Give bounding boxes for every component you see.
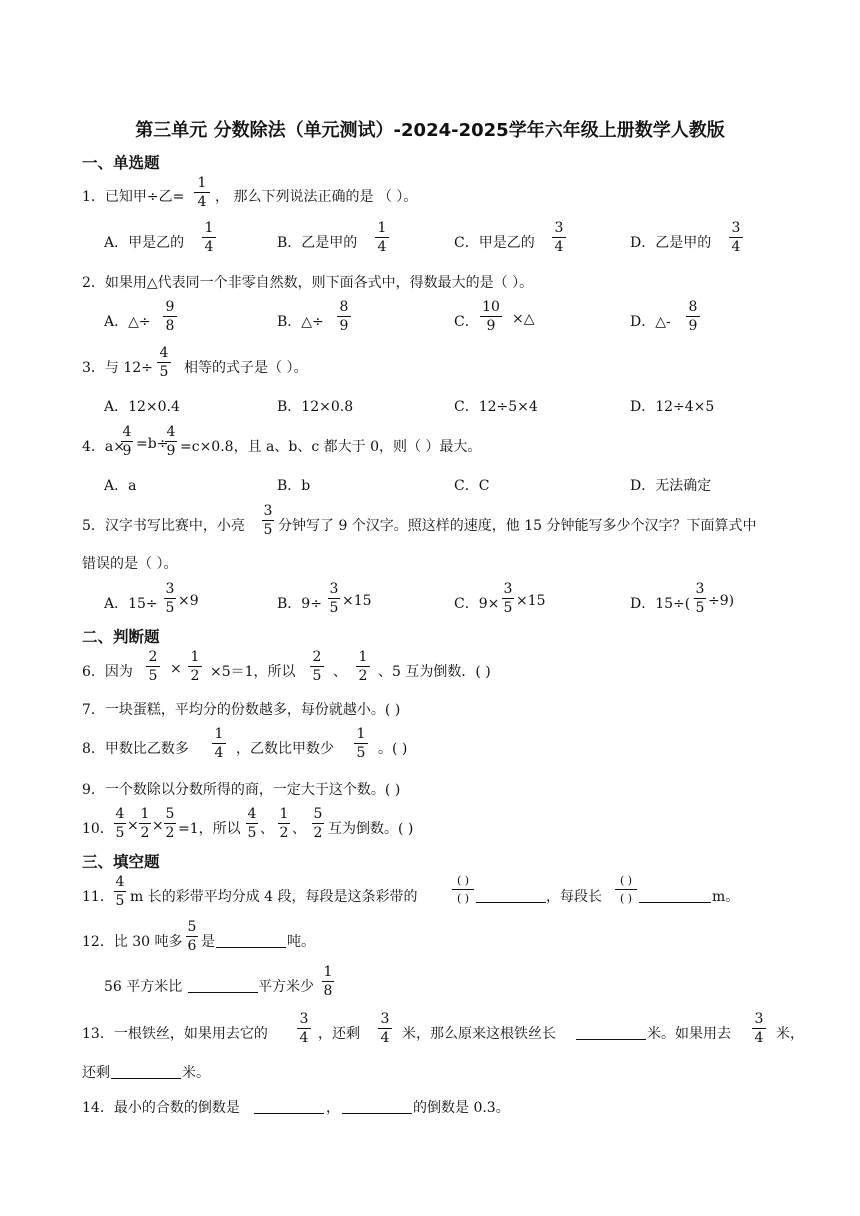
q10-text-e: 互为倒数。( ) <box>328 821 414 837</box>
frac-den: 4 <box>752 1028 766 1045</box>
q5-option-b-tail: ×15 <box>342 593 372 609</box>
frac-num: 4 <box>159 345 169 361</box>
q8-fraction-2 <box>354 727 368 760</box>
q13-answer-blank-1[interactable] <box>576 1025 646 1039</box>
fraction-bar <box>615 889 637 890</box>
q13-fraction-3 <box>752 1012 766 1045</box>
q6-fraction-3 <box>310 650 324 683</box>
q5-option-b-fraction <box>328 582 340 615</box>
frac-num: 1 <box>140 806 150 822</box>
frac-num: 1 <box>190 649 200 665</box>
q13-fraction-2 <box>378 1012 392 1045</box>
blank-line <box>476 888 546 903</box>
frac-num: 5 <box>165 806 175 822</box>
q5-option-c-fraction <box>502 582 514 615</box>
frac-den: 5 <box>165 600 175 616</box>
frac-den: 2 <box>140 825 150 841</box>
frac-num: 10 <box>482 299 500 315</box>
q2-option-b-fraction <box>337 300 351 333</box>
frac-num: 4 <box>166 424 176 440</box>
frac-den: 5 <box>310 666 324 683</box>
frac-num: 3 <box>299 1011 309 1027</box>
q13-line2-a: 还剩 <box>82 1065 110 1081</box>
q10-text-d: 、 <box>292 821 306 837</box>
q14-answer-blank-1[interactable] <box>254 1099 324 1113</box>
frac-num: 2 <box>148 649 158 665</box>
question-9: 9．一个数除以分数所得的商，一定大于这个数。( ) <box>82 782 401 798</box>
q13-text-e: 米， <box>776 1026 804 1042</box>
q14-text-b: ， <box>326 1100 340 1116</box>
frac-num: 3 <box>380 1011 390 1027</box>
frac-den: 5 <box>354 743 368 760</box>
q12-text-b: 是 <box>201 934 215 950</box>
q1-option-d-fraction <box>729 221 743 254</box>
frac-den: 5 <box>115 825 125 841</box>
frac-den: 6 <box>187 938 197 954</box>
frac-den: 2 <box>356 666 370 683</box>
frac-num: 1 <box>279 806 289 822</box>
frac-den: 4 <box>729 237 743 254</box>
q8-text-b: ，乙数比甲数少 <box>236 741 334 757</box>
q2-option-d[interactable]: D．△- <box>630 314 671 330</box>
q11-text-c: ，每段长 <box>546 889 602 905</box>
frac-num: 4 <box>115 874 125 890</box>
q1-option-b-fraction <box>375 221 389 254</box>
q10-fraction-5 <box>278 807 290 840</box>
blank-line <box>254 1099 324 1114</box>
q2-option-a-fraction <box>163 300 177 333</box>
frac-num: 3 <box>165 581 175 597</box>
q6-text-d: 、 <box>333 664 347 680</box>
q1-option-c[interactable]: C．甲是乙的 <box>454 235 535 251</box>
q1-fraction <box>194 176 210 209</box>
frac-den: 9 <box>480 316 502 333</box>
q1-stem-start: 1．已知甲÷乙= <box>82 189 185 205</box>
page-title: 第三单元 分数除法（单元测试）-2024-2025学年六年级上册数学人教版 <box>135 120 725 141</box>
blank-line <box>188 978 258 993</box>
q10-fraction-1 <box>114 807 126 840</box>
q6-fraction-1 <box>146 650 160 683</box>
q6-text-b: × <box>170 661 182 677</box>
q4-stem-end: =c×0.8，且 a、b、c 都大于 0，则（ ）最大。 <box>180 439 482 455</box>
q5-option-d-fraction <box>694 582 706 615</box>
frac-den: 5 <box>115 893 125 909</box>
q14-text-a: 14．最小的合数的倒数是 <box>82 1100 240 1116</box>
q3-stem-end: 相等的式子是（ ）。 <box>184 360 308 376</box>
frac-num: 1 <box>358 649 368 665</box>
q4-stem-mid: =b÷ <box>136 436 169 452</box>
q2-option-b[interactable]: B．△÷ <box>277 314 324 330</box>
frac-num: 4 <box>122 424 132 440</box>
q11-text-b: m 长的彩带平均分成 4 段，每段是这条彩带的 <box>130 889 418 905</box>
frac-den: 9 <box>166 443 176 459</box>
frac-den: 4 <box>212 743 226 760</box>
frac-num: 8 <box>339 299 349 315</box>
blank-line <box>639 888 711 903</box>
q8-fraction-1 <box>212 727 226 760</box>
frac-den: 2 <box>279 825 289 841</box>
q11-answer-fraction-2[interactable] <box>615 875 637 904</box>
frac-den: 5 <box>329 600 339 616</box>
q12-answer-blank-1[interactable] <box>216 933 286 947</box>
q4-option-b[interactable]: B．b <box>277 478 311 494</box>
frac-num: 4 <box>247 806 257 822</box>
q5-option-d[interactable]: D．15÷( <box>630 596 691 612</box>
frac-num: 3 <box>503 581 513 597</box>
q14-text-c: 的倒数是 0.3。 <box>413 1100 510 1116</box>
q4-fraction-1 <box>121 425 133 458</box>
q11-answer-blank-1[interactable] <box>476 888 546 902</box>
q2-option-c[interactable]: C． <box>454 314 479 330</box>
frac-num: 3 <box>329 581 339 597</box>
fraction-bar <box>452 889 474 890</box>
frac-den: 4 <box>552 237 566 254</box>
q5-option-d-tail: ÷9) <box>708 593 735 609</box>
q1-option-b[interactable]: B．乙是甲的 <box>277 235 358 251</box>
frac-num: 1 <box>214 726 224 742</box>
frac-num: 3 <box>263 503 273 519</box>
q3-stem-start: 3．与 12÷ <box>82 360 153 376</box>
q12-fraction-2 <box>322 965 334 998</box>
q2-option-d-fraction <box>686 300 700 333</box>
q5-option-a-fraction <box>164 582 176 615</box>
q13-answer-blank-2[interactable] <box>111 1064 181 1078</box>
blank-line <box>342 1099 412 1114</box>
frac-num: 1 <box>323 964 333 980</box>
q12-answer-blank-2[interactable] <box>188 978 258 992</box>
q1-stem-end: ， 那么下列说法正确的是 （ ）。 <box>215 189 418 205</box>
frac-den: 9 <box>337 316 351 333</box>
frac-num: 2 <box>312 649 322 665</box>
q10-times-1: × <box>127 818 139 834</box>
q14-answer-blank-2[interactable] <box>342 1099 412 1113</box>
q5-stem-start: 5．汉字书写比赛中，小亮 <box>82 518 245 534</box>
q10-fraction-3 <box>164 807 176 840</box>
q1-option-d[interactable]: D．乙是甲的 <box>630 235 712 251</box>
q2-stem: 2．如果用△代表同一个非零自然数，则下面各式中，得数最大的是（ ）。 <box>82 275 534 291</box>
frac-num: 5 <box>313 806 323 822</box>
q2-option-c-tail: ×△ <box>512 311 535 327</box>
q3-option-a[interactable]: A．12×0.4 <box>104 399 180 415</box>
frac-den: 2 <box>188 666 202 683</box>
frac-den: 5 <box>503 600 513 616</box>
q12-text-c: 吨。 <box>287 934 315 950</box>
q6-fraction-4 <box>356 650 370 683</box>
q10-fraction-6 <box>312 807 324 840</box>
answer-numerator-slot[interactable]: ( ) <box>619 874 633 887</box>
q4-stem-start: 4．a× <box>82 439 125 455</box>
frac-den: 9 <box>122 443 132 459</box>
q8-text-c: 。( ) <box>378 741 408 757</box>
q12-line2-a: 56 平方米比 <box>104 979 183 995</box>
q4-option-d[interactable]: D．无法确定 <box>630 478 712 494</box>
section-heading-fill-in: 三、填空题 <box>82 853 160 871</box>
q3-fraction <box>157 346 171 379</box>
q11-answer-fraction-1[interactable] <box>452 875 474 904</box>
q5-option-a[interactable]: A．15÷ <box>104 596 158 612</box>
frac-num: 1 <box>377 220 387 236</box>
q3-option-d[interactable]: D．12÷4×5 <box>630 399 715 415</box>
q4-option-c[interactable]: C．C <box>454 478 490 494</box>
q4-fraction-2 <box>165 425 177 458</box>
q13-fraction-1 <box>297 1012 311 1045</box>
question-7: 7．一块蛋糕，平均分的份数越多，每份就越小。( ) <box>82 702 401 718</box>
q3-option-c[interactable]: C．12÷5×4 <box>454 399 538 415</box>
q6-text-a: 6．因为 <box>82 664 133 680</box>
q6-text-e: 、5 互为倒数．( ) <box>378 664 491 680</box>
answer-numerator-slot[interactable]: ( ) <box>456 874 470 887</box>
q4-option-a[interactable]: A．a <box>104 478 137 494</box>
frac-den: 8 <box>163 316 177 333</box>
frac-den: 5 <box>695 600 705 616</box>
q1-option-a-fraction <box>202 221 216 254</box>
q2-option-a[interactable]: A．△÷ <box>104 314 151 330</box>
frac-den: 4 <box>375 237 389 254</box>
q8-text-a: 8．甲数比乙数多 <box>82 741 189 757</box>
frac-den: 5 <box>247 825 257 841</box>
q5-fraction <box>262 504 274 537</box>
frac-num: 8 <box>688 299 698 315</box>
q5-option-a-tail: ×9 <box>178 593 199 609</box>
frac-num: 5 <box>187 919 197 935</box>
q10-fraction-4 <box>246 807 258 840</box>
blank-line <box>576 1025 646 1040</box>
q10-text-b: =1，所以 <box>178 821 241 837</box>
q1-option-a[interactable]: A．甲是乙的 <box>104 235 185 251</box>
frac-num: 1 <box>204 220 214 236</box>
q1-option-c-fraction <box>552 221 566 254</box>
q1-frac-num: 1 <box>197 175 207 191</box>
q12-line2-b: 平方米少 <box>258 979 314 995</box>
q10-fraction-2 <box>139 807 151 840</box>
frac-num: 3 <box>695 581 705 597</box>
q5-option-c[interactable]: C．9× <box>454 596 500 612</box>
q13-text-b: ，还剩 <box>318 1026 360 1042</box>
frac-num: 3 <box>554 220 564 236</box>
q13-text-d: 米。如果用去 <box>647 1026 731 1042</box>
section-heading-true-false: 二、判断题 <box>82 628 160 646</box>
frac-den: 5 <box>263 522 273 538</box>
frac-num: 3 <box>731 220 741 236</box>
q10-times-2: × <box>152 818 164 834</box>
frac-num: 1 <box>356 726 366 742</box>
frac-den: 4 <box>297 1028 311 1045</box>
frac-num: 9 <box>165 299 175 315</box>
answer-denominator-slot[interactable]: ( ) <box>456 892 470 905</box>
q6-fraction-2 <box>188 650 202 683</box>
blank-line <box>216 933 286 948</box>
q10-text-c: 、 <box>260 821 274 837</box>
frac-den: 4 <box>202 237 216 254</box>
frac-den: 2 <box>313 825 323 841</box>
q5-stem-cont: 分钟写了 9 个汉字。照这样的速度，他 15 分钟能写多少个汉字？下面算式中 <box>278 518 757 534</box>
frac-den: 5 <box>157 362 171 379</box>
q11-text-a: 11． <box>82 889 114 905</box>
q5-option-c-tail: ×15 <box>516 593 546 609</box>
frac-num: 3 <box>754 1011 764 1027</box>
frac-den: 8 <box>323 983 333 999</box>
q6-text-c: ×5＝1，所以 <box>210 664 296 680</box>
frac-den: 4 <box>378 1028 392 1045</box>
blank-line <box>111 1064 181 1079</box>
q12-fraction-1 <box>186 920 198 953</box>
q12-text-a: 12．比 30 吨多 <box>82 934 183 950</box>
q13-text-a: 13．一根铁丝，如果用去它的 <box>82 1026 268 1042</box>
frac-num: 4 <box>115 806 125 822</box>
q2-option-c-fraction <box>480 300 502 333</box>
q13-text-c: 米，那么原来这根铁丝长 <box>402 1026 556 1042</box>
frac-den: 5 <box>146 666 160 683</box>
q11-text-d: m。 <box>712 889 740 905</box>
q10-text-a: 10． <box>82 821 114 837</box>
q13-line2-b: 米。 <box>182 1065 210 1081</box>
section-heading-single-choice: 一、单选题 <box>82 154 160 172</box>
q3-option-b[interactable]: B．12×0.8 <box>277 399 354 415</box>
answer-denominator-slot[interactable]: ( ) <box>619 892 633 905</box>
q5-option-b[interactable]: B．9÷ <box>277 596 322 612</box>
q1-frac-den: 4 <box>194 192 210 209</box>
frac-den: 9 <box>686 316 700 333</box>
q11-answer-blank-2[interactable] <box>639 888 711 902</box>
q11-fraction <box>114 875 126 908</box>
frac-den: 2 <box>165 825 175 841</box>
q5-stem-end: 错误的是（ ）。 <box>82 556 178 572</box>
